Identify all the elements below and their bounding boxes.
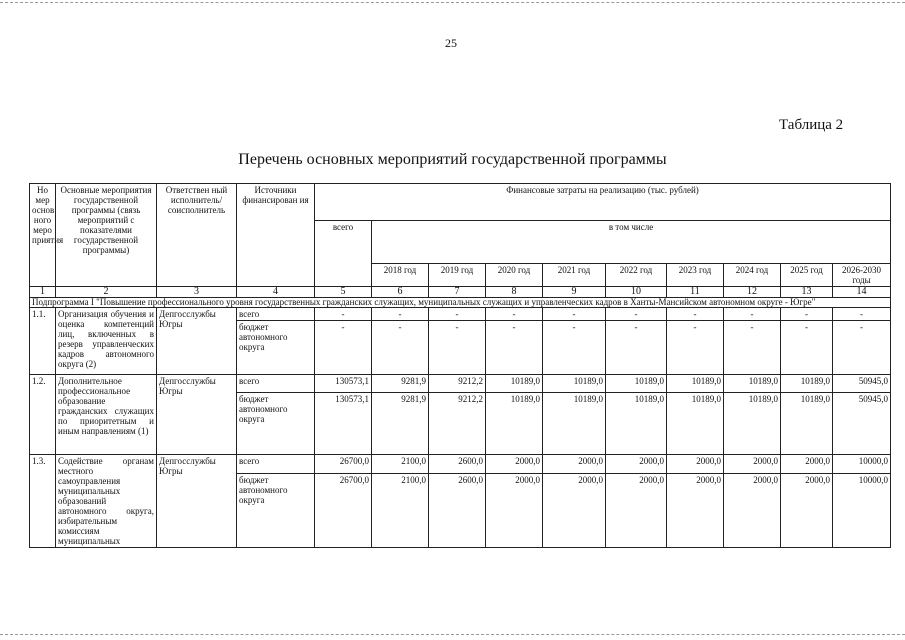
header-measures: Основные мероприятия государственной программы (связь мероприятий с показателями государственной программы) — [56, 184, 157, 287]
measure-executor: Депгосслужбы Югры — [157, 455, 237, 548]
table-row — [30, 375, 891, 393]
year-value: - — [667, 321, 724, 375]
year-value: - — [833, 321, 891, 375]
year-value: 10189,0 — [667, 375, 724, 393]
year-value: 9212,2 — [429, 375, 486, 393]
year-value: 50945,0 — [833, 375, 891, 393]
year-value: 2600,0 — [429, 455, 486, 474]
header-year: 2018 год — [372, 264, 429, 287]
year-value: 10000,0 — [833, 474, 891, 548]
top-page-edge — [0, 2, 905, 3]
year-value: 10189,0 — [486, 375, 543, 393]
year-value: 10000,0 — [833, 455, 891, 474]
year-value: 2100,0 — [372, 474, 429, 548]
year-value: 2000,0 — [486, 455, 543, 474]
year-value: - — [781, 308, 833, 321]
year-value: - — [781, 321, 833, 375]
year-value: 2000,0 — [543, 474, 606, 548]
header-year: 2022 год — [606, 264, 667, 287]
column-number: 10 — [606, 287, 667, 298]
year-value: 2000,0 — [606, 474, 667, 548]
year-value: - — [667, 308, 724, 321]
header-year: 2025 год — [781, 264, 833, 287]
year-value: 2100,0 — [372, 455, 429, 474]
total-value: 26700,0 — [315, 474, 372, 548]
total-value: - — [315, 321, 372, 375]
measure-name: Дополнительное профессиональное образование гражданских служащих по приоритетным и иным направлениям (1) — [56, 375, 157, 455]
column-number: 12 — [724, 287, 781, 298]
year-value: 2000,0 — [724, 474, 781, 548]
year-value: 10189,0 — [543, 393, 606, 455]
header-year: 2019 год — [429, 264, 486, 287]
total-value: 130573,1 — [315, 375, 372, 393]
year-value: 10189,0 — [543, 375, 606, 393]
header-including: в том числе — [372, 221, 891, 264]
header-executor: Ответствен ный исполнитель/соисполнитель — [157, 184, 237, 287]
column-number: 13 — [781, 287, 833, 298]
year-value: 10189,0 — [606, 393, 667, 455]
header-total: всего — [315, 221, 372, 287]
funding-source: бюджет автономного округа — [237, 321, 315, 375]
year-value: - — [486, 308, 543, 321]
column-number: 1 — [30, 287, 56, 298]
measure-executor: Депгосслужбы Югры — [157, 375, 237, 455]
year-value: 10189,0 — [781, 375, 833, 393]
total-value: 130573,1 — [315, 393, 372, 455]
year-value: - — [724, 321, 781, 375]
column-number: 8 — [486, 287, 543, 298]
year-value: 10189,0 — [667, 393, 724, 455]
document-title: Перечень основных мероприятий государственной программы — [238, 151, 667, 168]
column-number: 3 — [157, 287, 237, 298]
measure-executor: Депгосслужбы Югры — [157, 308, 237, 375]
table-row — [30, 455, 891, 474]
header-year: 2023 год — [667, 264, 724, 287]
funding-source: всего — [237, 375, 315, 393]
year-value: - — [606, 321, 667, 375]
year-value: 2000,0 — [781, 474, 833, 548]
header-source: Источники финансирован ия — [237, 184, 315, 287]
funding-source: всего — [237, 308, 315, 321]
year-value: - — [724, 308, 781, 321]
funding-source: бюджет автономного округа — [237, 474, 315, 548]
column-number: 9 — [543, 287, 606, 298]
measure-number: 1.1. — [30, 308, 56, 375]
year-value: 2000,0 — [486, 474, 543, 548]
measure-name: Организация обучения и оценка компетенций лиц, включенных в резерв управленческих кадров автономного округа (2) — [56, 308, 157, 375]
header-year: 2021 год — [543, 264, 606, 287]
year-value: - — [429, 308, 486, 321]
column-number: 11 — [667, 287, 724, 298]
column-number: 2 — [56, 287, 157, 298]
year-value: 2000,0 — [667, 474, 724, 548]
column-number: 5 — [315, 287, 372, 298]
year-value: 10189,0 — [486, 393, 543, 455]
header-year: 2020 год — [486, 264, 543, 287]
bottom-page-edge — [0, 634, 905, 635]
year-value: 2600,0 — [429, 474, 486, 548]
header-number: Но мер основ ного меро приятия — [30, 184, 56, 287]
year-value: 10189,0 — [781, 393, 833, 455]
year-value: - — [372, 308, 429, 321]
year-value: 9281,9 — [372, 393, 429, 455]
total-value: 26700,0 — [315, 455, 372, 474]
year-value: 2000,0 — [606, 455, 667, 474]
page-number: 25 — [445, 36, 457, 50]
year-value: - — [543, 308, 606, 321]
year-value: 10189,0 — [724, 375, 781, 393]
year-value: - — [486, 321, 543, 375]
year-value: - — [543, 321, 606, 375]
measure-name: Содействие органам местного самоуправления муниципальных образований автономного округа, избирательным комиссиям муниципальных — [56, 455, 157, 548]
year-value: 10189,0 — [606, 375, 667, 393]
year-value: 9212,2 — [429, 393, 486, 455]
subprogram-row: Подпрограмма I "Повышение профессионального уровня государственных гражданских служащих, муниципальных служащих и управленческих кадров в Ханты-Мансийском автономном округе - Югре" — [30, 298, 891, 308]
total-value: - — [315, 308, 372, 321]
year-value: 2000,0 — [543, 455, 606, 474]
year-value: - — [372, 321, 429, 375]
measure-number: 1.3. — [30, 455, 56, 548]
column-number: 4 — [237, 287, 315, 298]
funding-source: всего — [237, 455, 315, 474]
year-value: 2000,0 — [724, 455, 781, 474]
year-value: 50945,0 — [833, 393, 891, 455]
funding-source: бюджет автономного округа — [237, 393, 315, 455]
table-row — [30, 308, 891, 321]
column-number: 14 — [833, 287, 891, 298]
measure-number: 1.2. — [30, 375, 56, 455]
year-value: 2000,0 — [667, 455, 724, 474]
year-value: 9281,9 — [372, 375, 429, 393]
year-value: - — [429, 321, 486, 375]
table-label: Таблица 2 — [779, 117, 844, 133]
year-value: - — [833, 308, 891, 321]
measures-table — [29, 183, 891, 548]
column-number: 6 — [372, 287, 429, 298]
year-value: 10189,0 — [724, 393, 781, 455]
header-year: 2024 год — [724, 264, 781, 287]
header-year: 2026-2030 годы — [833, 264, 891, 287]
column-number: 7 — [429, 287, 486, 298]
year-value: - — [606, 308, 667, 321]
year-value: 2000,0 — [781, 455, 833, 474]
header-financial: Финансовые затраты на реализацию (тыс. рублей) — [315, 184, 891, 221]
